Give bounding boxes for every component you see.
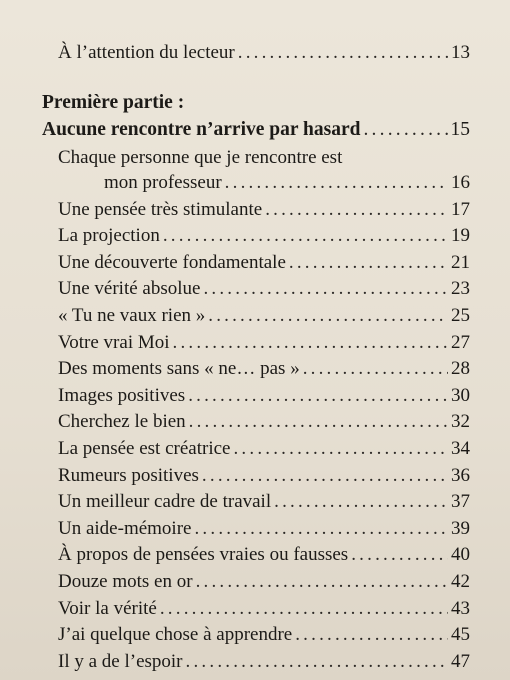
toc-leader-dots <box>208 305 448 327</box>
toc-leader-dots <box>351 544 448 566</box>
toc-entry-title: Des moments sans « ne… pas » <box>58 358 300 380</box>
toc-entry <box>0 438 510 460</box>
toc-page-number: 36 <box>451 464 470 486</box>
toc-leader-dots <box>163 225 448 247</box>
toc-page-number: 40 <box>451 544 470 566</box>
toc-entry-title: Une découverte fondamentale <box>58 251 286 273</box>
toc-entry-title: La projection <box>58 225 160 247</box>
toc-page-number: 13 <box>451 42 470 63</box>
toc-entry-title: mon professeur <box>104 172 222 193</box>
toc-page-number: 37 <box>451 491 470 513</box>
toc-page-number: 32 <box>451 411 470 433</box>
toc-leader-dots <box>225 172 448 194</box>
toc-entry <box>0 598 510 620</box>
toc-entry <box>0 465 510 487</box>
toc-entry-title: Une pensée très stimulante <box>58 198 263 220</box>
toc-entry-title: À l’attention du lecteur <box>58 42 235 63</box>
toc-page-number: 43 <box>451 597 470 619</box>
toc-entry <box>0 252 510 274</box>
toc-entry-title: Un aide-mémoire <box>58 517 192 539</box>
toc-entry <box>0 491 510 513</box>
toc-entry-title: Aucune rencontre n’arrive par hasard <box>42 119 361 140</box>
toc-entry-title: Il y a de l’espoir <box>58 650 183 672</box>
toc-entry <box>0 305 510 327</box>
toc-leader-dots <box>188 385 448 407</box>
toc-entry <box>0 332 510 354</box>
toc-entry-title: Images positives <box>58 384 186 406</box>
part-label: Première partie : <box>42 92 185 113</box>
toc-entry <box>0 544 510 566</box>
toc-entry-title: La pensée est créatrice <box>58 438 231 459</box>
toc-page-number: 17 <box>451 198 470 220</box>
toc-entry-title: Une vérité absolue <box>58 278 201 300</box>
toc-entry-title: Rumeurs positives <box>58 464 199 486</box>
toc-entry-intro <box>0 42 510 64</box>
toc-leader-dots <box>173 332 448 354</box>
toc-leader-dots <box>196 571 448 593</box>
toc-entry <box>0 225 510 247</box>
toc-page-number: 47 <box>451 650 470 672</box>
toc-leader-dots <box>238 42 448 64</box>
toc-entry-title: À propos de pensées vraies ou fausses <box>58 544 349 566</box>
toc-page-number: 23 <box>451 278 470 300</box>
toc-page-number: 19 <box>451 225 470 247</box>
toc-leader-dots <box>295 624 448 646</box>
toc-entry <box>0 199 510 221</box>
toc-page-number: 28 <box>451 358 470 380</box>
toc-leader-dots <box>189 411 448 433</box>
toc-entry-title: J’ai quelque chose à apprendre <box>58 624 293 646</box>
toc-leader-dots <box>289 252 448 274</box>
toc-entry <box>0 278 510 300</box>
toc-page-number: 30 <box>451 384 470 406</box>
toc-leader-dots <box>233 438 448 460</box>
toc-page-number: 45 <box>451 624 470 646</box>
toc-leader-dots <box>194 518 448 540</box>
toc-entry-title-line1: Chaque personne que je rencontre est <box>58 147 343 168</box>
toc-entry <box>0 385 510 407</box>
toc-entry <box>0 358 510 380</box>
toc-leader-dots <box>303 358 448 380</box>
toc-page-number: 42 <box>451 571 470 592</box>
toc-leader-dots <box>265 199 448 221</box>
toc-leader-dots <box>186 651 448 673</box>
toc-entry-title: Votre vrai Moi <box>58 331 170 353</box>
toc-page-number: 16 <box>451 172 470 193</box>
toc-entry-title: Un meilleur cadre de travail <box>58 491 272 513</box>
toc-page-number: 15 <box>450 119 470 140</box>
toc-leader-dots <box>363 119 447 141</box>
toc-leader-dots <box>202 465 448 487</box>
toc-entry-title: « Tu ne vaux rien » <box>58 305 206 326</box>
toc-leader-dots <box>160 598 448 620</box>
toc-entry <box>0 411 510 433</box>
toc-leader-dots <box>203 278 448 300</box>
toc-page-number: 39 <box>451 517 470 539</box>
toc-entry-part-title <box>0 119 510 141</box>
toc-entry <box>0 651 510 673</box>
toc-entry <box>0 518 510 540</box>
toc-entry <box>0 172 510 194</box>
toc-entry <box>0 571 510 593</box>
toc-entry <box>0 624 510 646</box>
toc-page-number: 21 <box>451 251 470 273</box>
toc-page-number: 27 <box>451 331 470 353</box>
toc-page-number: 34 <box>451 438 470 459</box>
toc-entry-title: Cherchez le bien <box>58 411 186 433</box>
toc-page-number: 25 <box>451 305 470 326</box>
toc-entry-title: Douze mots en or <box>58 571 193 592</box>
toc-entry-title: Voir la vérité <box>58 597 157 619</box>
toc-leader-dots <box>274 491 448 513</box>
